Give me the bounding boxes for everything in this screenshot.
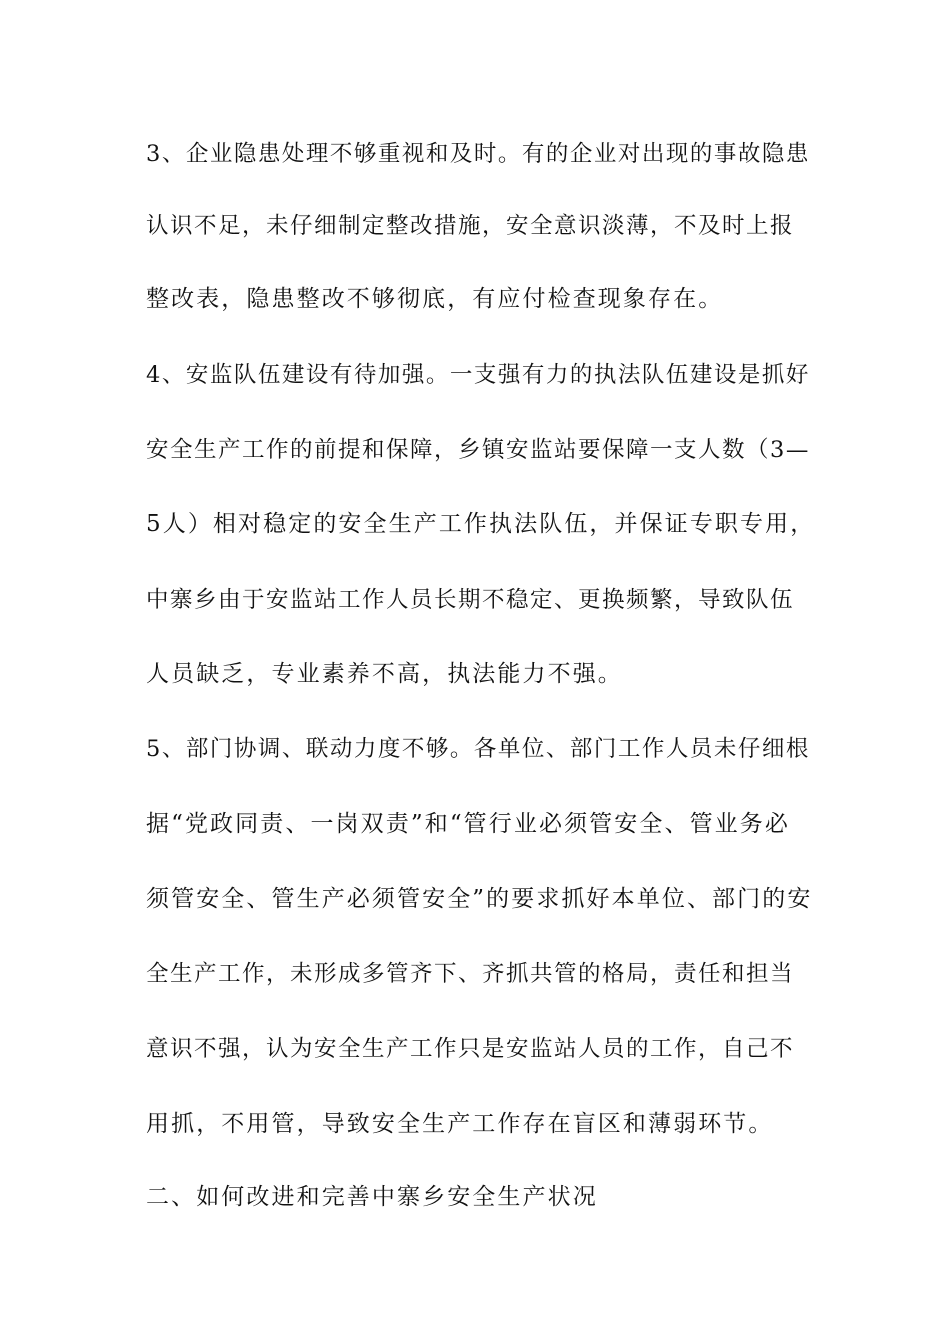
text-line: 用抓，不用管，导致安全生产工作存在盲区和薄弱环节。 xyxy=(146,1111,774,1137)
text-line: 意识不强，认为安全生产工作只是安监站人员的工作，自己不 xyxy=(146,1036,795,1062)
text-line: 整改表，隐患整改不够彻底，有应付检查现象存在。 xyxy=(146,286,724,312)
text-line: 中寨乡由于安监站工作人员长期不稳定、更换频繁，导致队伍 xyxy=(146,587,795,613)
text-line: 3、企业隐患处理不够重视和及时。有的企业对出现的事故隐患 xyxy=(146,141,810,167)
text-line: 认识不足，未仔细制定整改措施，安全意识淡薄，不及时上报 xyxy=(146,213,795,239)
text-line: 5人）相对稳定的安全生产工作执法队伍，并保证专职专用， xyxy=(146,511,816,537)
text-line: 安全生产工作的前提和保障，乡镇安监站要保障一支人数（3— xyxy=(146,437,810,463)
text-line: 5、部门协调、联动力度不够。各单位、部门工作人员未仔细根 xyxy=(146,736,810,762)
text-line: 须管安全、管生产必须管安全”的要求抓好本单位、部门的安 xyxy=(146,886,813,912)
text-line: 据“党政同责、一岗双责”和“管行业必须管安全、管业务必 xyxy=(146,811,790,837)
text-line: 全生产工作，未形成多管齐下、齐抓共管的格局，责任和担当 xyxy=(146,961,795,987)
text-line: 人员缺乏，专业素养不高，执法能力不强。 xyxy=(146,661,623,687)
text-line: 4、安监队伍建设有待加强。一支强有力的执法队伍建设是抓好 xyxy=(146,362,810,388)
section-heading: 二、如何改进和完善中寨乡安全生产状况 xyxy=(146,1184,598,1210)
